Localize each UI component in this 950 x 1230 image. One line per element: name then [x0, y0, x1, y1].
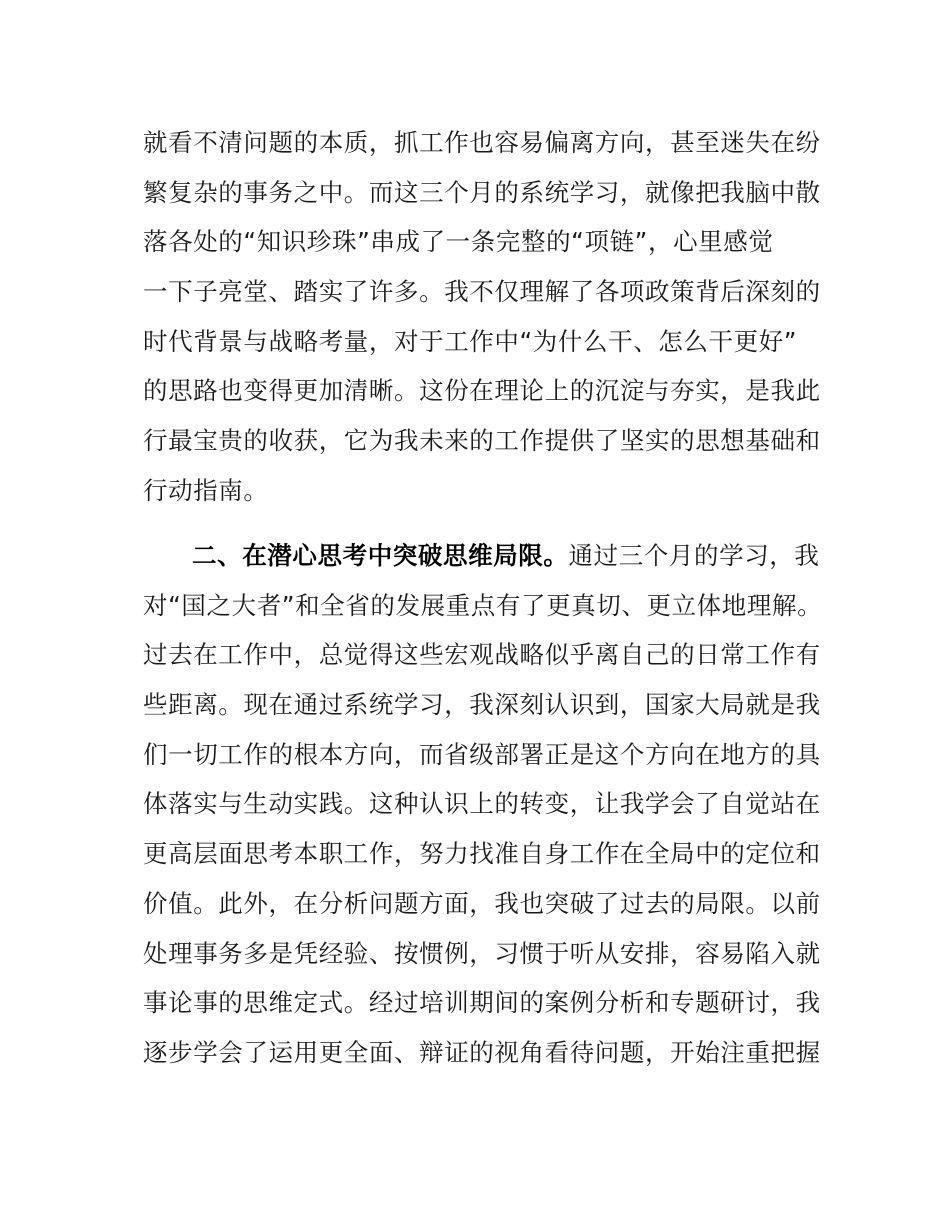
paragraph-2-line-5: 们一切工作的根本方向，而省级部署正是这个方向在地方的具 [143, 740, 821, 769]
paragraph-2-line-10: 事论事的思维定式。经过培训期间的案例分析和专题研讨，我 [143, 988, 821, 1017]
paragraph-1-line-5: 时代背景与战略考量，对于工作中“为什么干、怎么干更好” [143, 327, 798, 356]
paragraph-2-line-11: 逐步学会了运用更全面、辩证的视角看待问题，开始注重把握 [143, 1038, 821, 1067]
paragraph-1-line-4: 一下子亮堂、踏实了许多。我不仅理解了各项政策背后深刻的 [143, 277, 821, 306]
paragraph-2-line-6: 体落实与生动实践。这种认识上的转变，让我学会了自觉站在 [143, 789, 821, 818]
section-heading: 二、在潜心思考中突破思维局限。 [192, 541, 569, 570]
paragraph-2-line-7: 更高层面思考本职工作，努力找准自身工作在全局中的定位和 [143, 839, 821, 868]
paragraph-2-line-2: 对“国之大者”和全省的发展重点有了更真切、更立体地理解。 [143, 591, 823, 620]
paragraph-1-line-7: 行最宝贵的收获，它为我未来的工作提供了坚实的思想基础和 [143, 426, 821, 455]
paragraph-2-line-4: 些距离。现在通过系统学习，我深刻认识到，国家大局就是我 [143, 690, 821, 719]
paragraph-2-line-9: 处理事务多是凭经验、按惯例，习惯于听从安排，容易陷入就 [143, 939, 821, 968]
paragraph-2-first-line [192, 540, 820, 572]
paragraph-1-line-1: 就看不清问题的本质，抓工作也容易偏离方向，甚至迷失在纷 [143, 128, 821, 157]
paragraph-2-line-3: 过去在工作中，总觉得这些宏观战略似乎离自己的日常工作有 [143, 640, 821, 669]
paragraph-2-line-8: 价值。此外，在分析问题方面，我也突破了过去的局限。以前 [143, 889, 821, 918]
paragraph-1-line-6: 的思路也变得更加清晰。这份在理论上的沉淀与夯实，是我此 [143, 376, 821, 405]
paragraph-1-line-8: 行动指南。 [143, 476, 269, 505]
paragraph-1-line-3: 落各处的“知识珍珠”串成了一条完整的“项链”，心里感觉 [143, 227, 774, 256]
paragraph-1-line-2: 繁复杂的事务之中。而这三个月的系统学习，就像把我脑中散 [143, 178, 821, 207]
paragraph-2-first-line-text: 通过三个月的学习，我 [568, 541, 820, 570]
